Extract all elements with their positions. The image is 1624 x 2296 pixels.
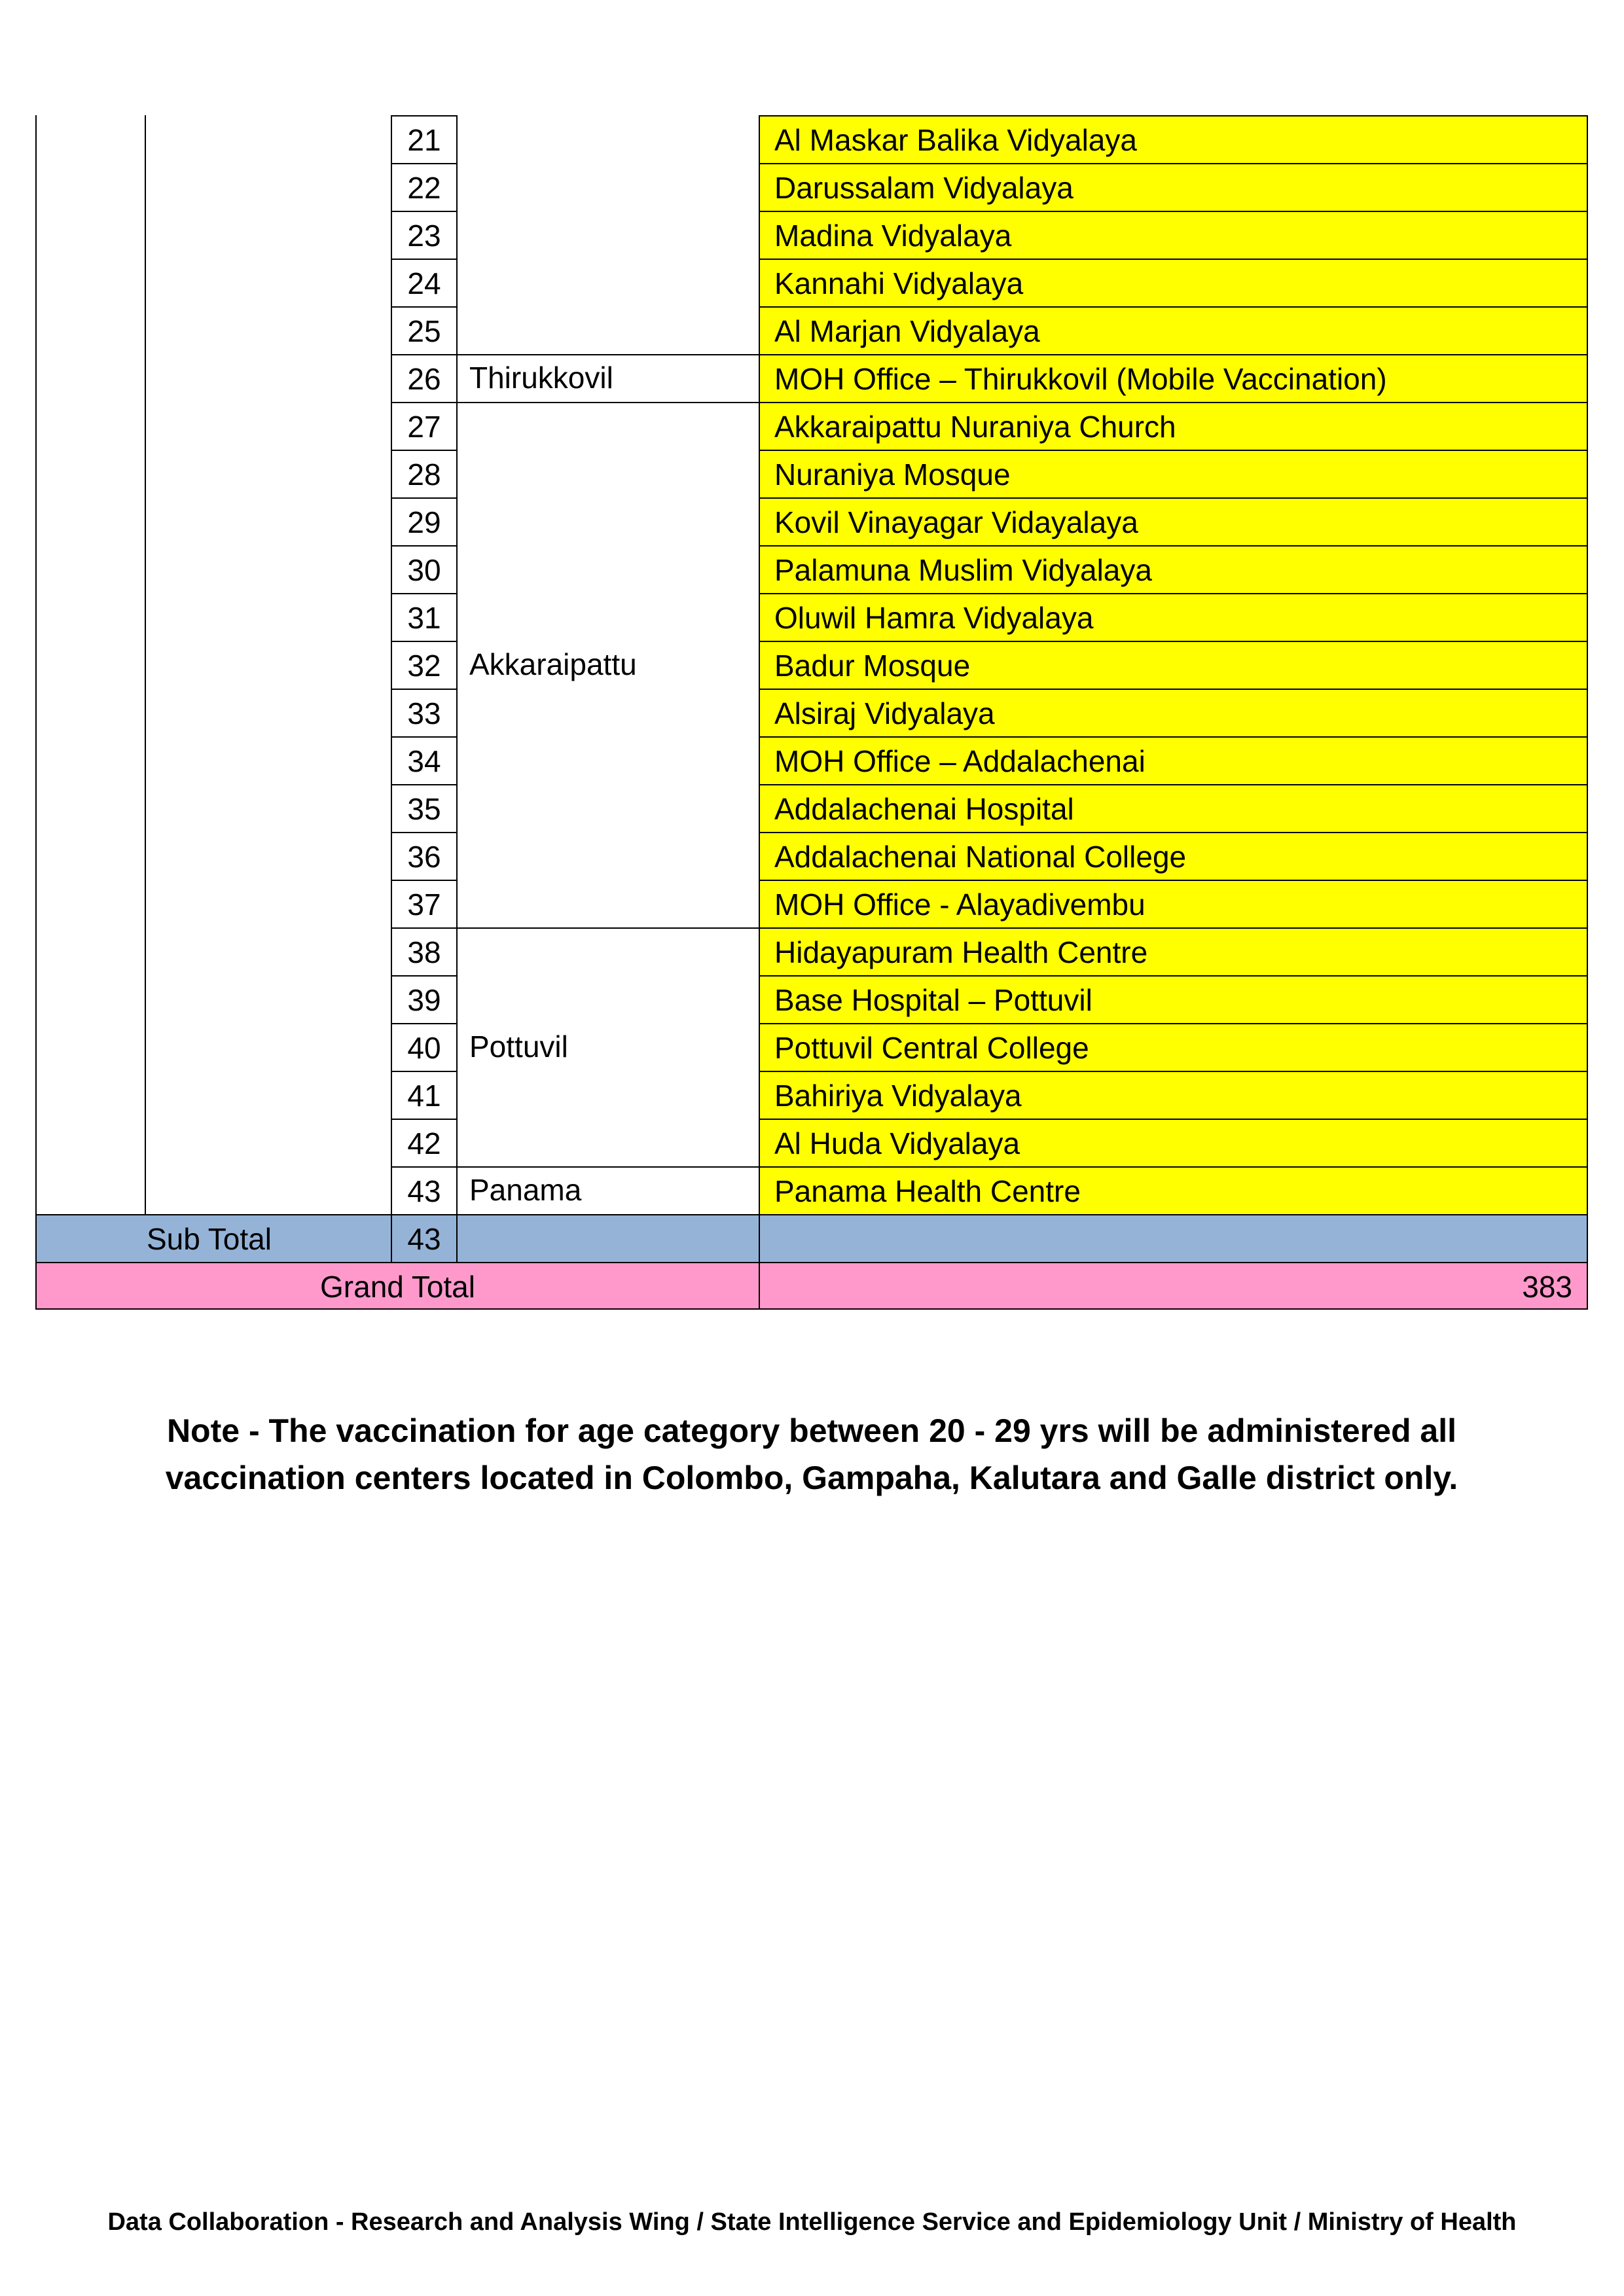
region-column-line [145, 115, 146, 1214]
table-row [35, 306, 1588, 354]
row-number: 32 [391, 641, 456, 689]
center-name: Al Huda Vidyalaya [759, 1119, 1588, 1166]
row-number: 39 [391, 975, 456, 1023]
row-number: 38 [391, 927, 456, 975]
table-row [35, 927, 1588, 975]
table-row [35, 832, 1588, 880]
center-name: Al Marjan Vidyalaya [759, 306, 1588, 354]
center-name: Pottuvil Central College [759, 1023, 1588, 1071]
row-number: 40 [391, 1023, 456, 1071]
center-name: MOH Office – Thirukkovil (Mobile Vaccination) [759, 354, 1588, 402]
table-row [35, 641, 1588, 689]
area-column-line [456, 115, 458, 1214]
table-row [35, 689, 1588, 736]
note-line-2: vaccination centers located in Colombo, Gampaha, Kalutara and Galle district only. [165, 1460, 1458, 1496]
area-name: Pottuvil [469, 1030, 568, 1064]
center-name: Base Hospital – Pottuvil [759, 975, 1588, 1023]
area-name: Thirukkovil [469, 361, 613, 395]
area-separator-line [456, 402, 759, 403]
table-row [35, 1071, 1588, 1119]
row-number: 35 [391, 784, 456, 832]
center-name: Madina Vidyalaya [759, 211, 1588, 259]
center-name: Kovil Vinayagar Vidayalaya [759, 497, 1588, 545]
row-number: 25 [391, 306, 456, 354]
subtotal-label: Sub Total [35, 1214, 391, 1262]
subtotal-value: 43 [391, 1214, 456, 1262]
table-row [35, 975, 1588, 1023]
table-row [35, 784, 1588, 832]
row-number: 33 [391, 689, 456, 736]
note-text [131, 1407, 1492, 1501]
left-border-line [35, 115, 37, 1214]
row-number: 29 [391, 497, 456, 545]
center-name: Badur Mosque [759, 641, 1588, 689]
center-name: MOH Office - Alayadivembu [759, 880, 1588, 927]
subtotal-empty-area [456, 1214, 759, 1262]
table-row [35, 450, 1588, 497]
center-name: Darussalam Vidyalaya [759, 163, 1588, 211]
table-row [35, 1166, 1588, 1214]
table-row [35, 880, 1588, 927]
row-number: 31 [391, 593, 456, 641]
center-name: Al Maskar Balika Vidyalaya [759, 115, 1588, 163]
row-number: 24 [391, 259, 456, 306]
grandtotal-label: Grand Total [35, 1262, 759, 1310]
table-row [35, 115, 1588, 163]
center-name: Hidayapuram Health Centre [759, 927, 1588, 975]
table-row [35, 497, 1588, 545]
table-row [35, 211, 1588, 259]
table-row [35, 259, 1588, 306]
table-row [35, 1023, 1588, 1071]
center-name: Oluwil Hamra Vidyalaya [759, 593, 1588, 641]
row-number: 43 [391, 1166, 456, 1214]
footer-credit: Data Collaboration - Research and Analysis Wing / State Intelligence Service and Epidemiology Unit / Ministry of Health [107, 2208, 1517, 2236]
row-number: 37 [391, 880, 456, 927]
grandtotal-row [35, 1262, 1588, 1310]
table-row [35, 736, 1588, 784]
center-name: Akkaraipattu Nuraniya Church [759, 402, 1588, 450]
center-name: Kannahi Vidyalaya [759, 259, 1588, 306]
subtotal-row [35, 1214, 1588, 1262]
center-name: Alsiraj Vidyalaya [759, 689, 1588, 736]
table-row [35, 593, 1588, 641]
center-name: Addalachenai National College [759, 832, 1588, 880]
note-line-1: Note - The vaccination for age category between 20 - 29 yrs will be administered all [166, 1412, 1457, 1449]
table-row [35, 545, 1588, 593]
row-number: 27 [391, 402, 456, 450]
subtotal-empty-center [759, 1214, 1588, 1262]
center-name: Nuraniya Mosque [759, 450, 1588, 497]
row-number: 42 [391, 1119, 456, 1166]
vaccination-centers-table [35, 115, 1588, 1310]
center-name: Palamuna Muslim Vidyalaya [759, 545, 1588, 593]
table-row [35, 1119, 1588, 1166]
row-number: 28 [391, 450, 456, 497]
row-number: 22 [391, 163, 456, 211]
area-name: Akkaraipattu [469, 647, 637, 681]
center-name: Panama Health Centre [759, 1166, 1588, 1214]
row-number: 34 [391, 736, 456, 784]
table-row [35, 402, 1588, 450]
table-body [35, 115, 1588, 1214]
row-number: 23 [391, 211, 456, 259]
row-number: 21 [391, 115, 456, 163]
row-number: 26 [391, 354, 456, 402]
row-number: 41 [391, 1071, 456, 1119]
row-number: 36 [391, 832, 456, 880]
center-name: Addalachenai Hospital [759, 784, 1588, 832]
center-name: MOH Office – Addalachenai [759, 736, 1588, 784]
area-name: Panama [469, 1173, 582, 1207]
area-separator-line [456, 927, 759, 929]
grandtotal-value: 383 [759, 1262, 1588, 1310]
row-number: 30 [391, 545, 456, 593]
table-row [35, 163, 1588, 211]
center-name: Bahiriya Vidyalaya [759, 1071, 1588, 1119]
table-row [35, 354, 1588, 402]
